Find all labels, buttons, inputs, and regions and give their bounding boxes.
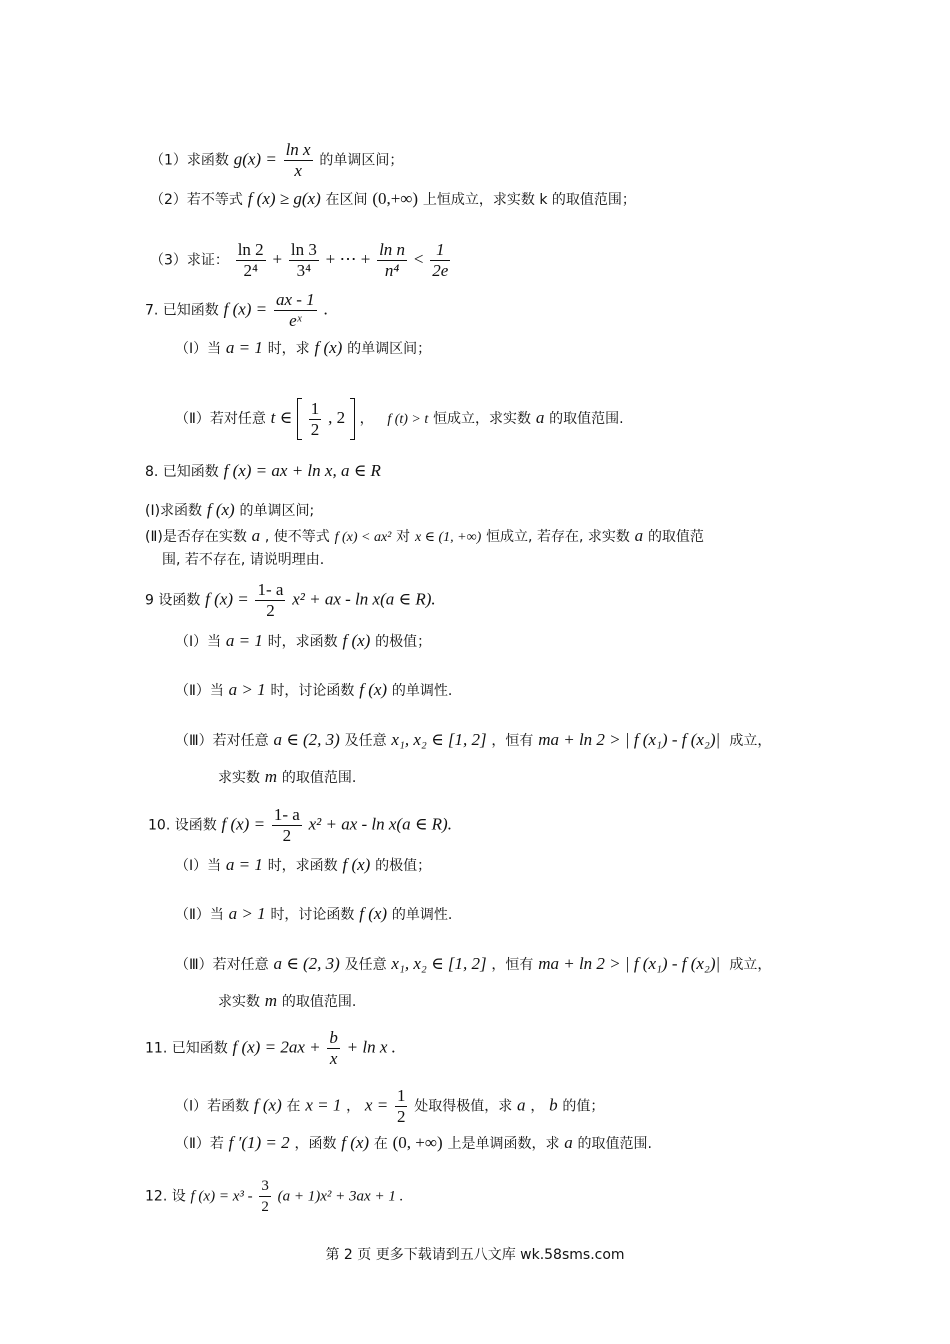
- question-7: 7. 已知函数 f (x) = $\frac{ax - 1}{\text{eˣ}}$ .: [145, 290, 328, 330]
- question-12: 12. 设 f (x) = x³ - $\frac{3}{2}$ (a + 1)x² + 3ax + 1 .: [145, 1178, 404, 1215]
- question-10-3-cont: 求实数 m 的取值范围.: [218, 991, 357, 1010]
- sub-question-6-2: （2）若不等式 f (x) ≥ g(x) 在区间 (0,+∞) 上恒成立，求实数 k 的取值范围；: [150, 189, 636, 208]
- question-7-2: （Ⅱ）若对任意 t ∈ $\frac{1}{2}$ , 2 ， f (t) > t 恒成立，求实数 a 的取值范围.: [175, 398, 624, 439]
- question-9-3-cont: 求实数 m 的取值范围.: [218, 767, 357, 786]
- question-9-1: （Ⅰ）当 a = 1 时，求函数 f (x) 的极值；: [175, 631, 432, 650]
- question-10-1: （Ⅰ）当 a = 1 时，求函数 f (x) 的极值；: [175, 855, 432, 874]
- question-10-2: （Ⅱ）当 a > 1 时，讨论函数 f (x) 的单调性.: [175, 904, 453, 923]
- sub-question-6-3: （3）求证： $\frac{\ln 2}{\text{2⁴}}$ + $\frac{\ln 3}{\text{3⁴}}$ + ⋯ + $\frac{\text{ln n}}{\text{n⁴}}$ < $\frac{1}{2e}$: [150, 240, 449, 280]
- question-11-2: （Ⅱ）若 f ′(1) = 2 ，函数 f (x) 在 (0, +∞) 上是单调函数，求 a 的取值范围.: [175, 1133, 652, 1152]
- question-9: 9 设函数 f (x) = $\frac{1- a}{2}$ x² + ax - ln x(a ∈ R).: [145, 580, 436, 620]
- fraction: $\frac{\text{ln x}}{x}$: [285, 140, 311, 180]
- sub-question-6-1: （1）求函数 g(x) = $\frac{\text{ln x}}{x}$ 的单调区间；: [150, 140, 404, 180]
- question-10-3: （Ⅲ）若对任意 a ∈ (2, 3) 及任意 x₁, x₂ ∈ [1, 2] ，恒有 ma + ln 2 > | f (x₁) - f (x₂)| 成立，: [175, 954, 772, 973]
- question-7-1: （Ⅰ）当 a = 1 时，求 f (x) 的单调区间；: [175, 338, 432, 357]
- page-footer: 第 2 页 更多下载请到五八文库 wk.58sms.com: [325, 1247, 625, 1263]
- question-8-2-cont: 围, 若不存在, 请说明理由.: [162, 552, 325, 568]
- question-8-2: (Ⅱ)是否存在实数 a , 使不等式 f (x) < ax² 对 x ∈ (1, +∞) 恒成立, 若存在, 求实数 a 的取值范: [145, 526, 704, 545]
- question-9-2: （Ⅱ）当 a > 1 时，讨论函数 f (x) 的单调性.: [175, 680, 453, 699]
- question-9-3: （Ⅲ）若对任意 a ∈ (2, 3) 及任意 x₁, x₂ ∈ [1, 2] ，恒有 ma + ln 2 > | f (x₁) - f (x₂)| 成立，: [175, 730, 772, 749]
- question-8-1: (Ⅰ)求函数 f (x) 的单调区间;: [145, 500, 315, 519]
- question-11: 11. 已知函数 f (x) = 2ax + $\frac{b}{x}$ + ln x .: [145, 1028, 396, 1068]
- question-8: 8. 已知函数 f (x) = ax + ln x, a ∈ R: [145, 461, 381, 480]
- question-10: 10. 设函数 f (x) = $\frac{1- a}{2}$ x² + ax - ln x(a ∈ R).: [148, 805, 452, 845]
- question-11-1: （Ⅰ）若函数 f (x) 在 x = 1 ， x = $\frac{1}{2}$ 处取得极值，求 a ， b 的值；: [175, 1086, 605, 1126]
